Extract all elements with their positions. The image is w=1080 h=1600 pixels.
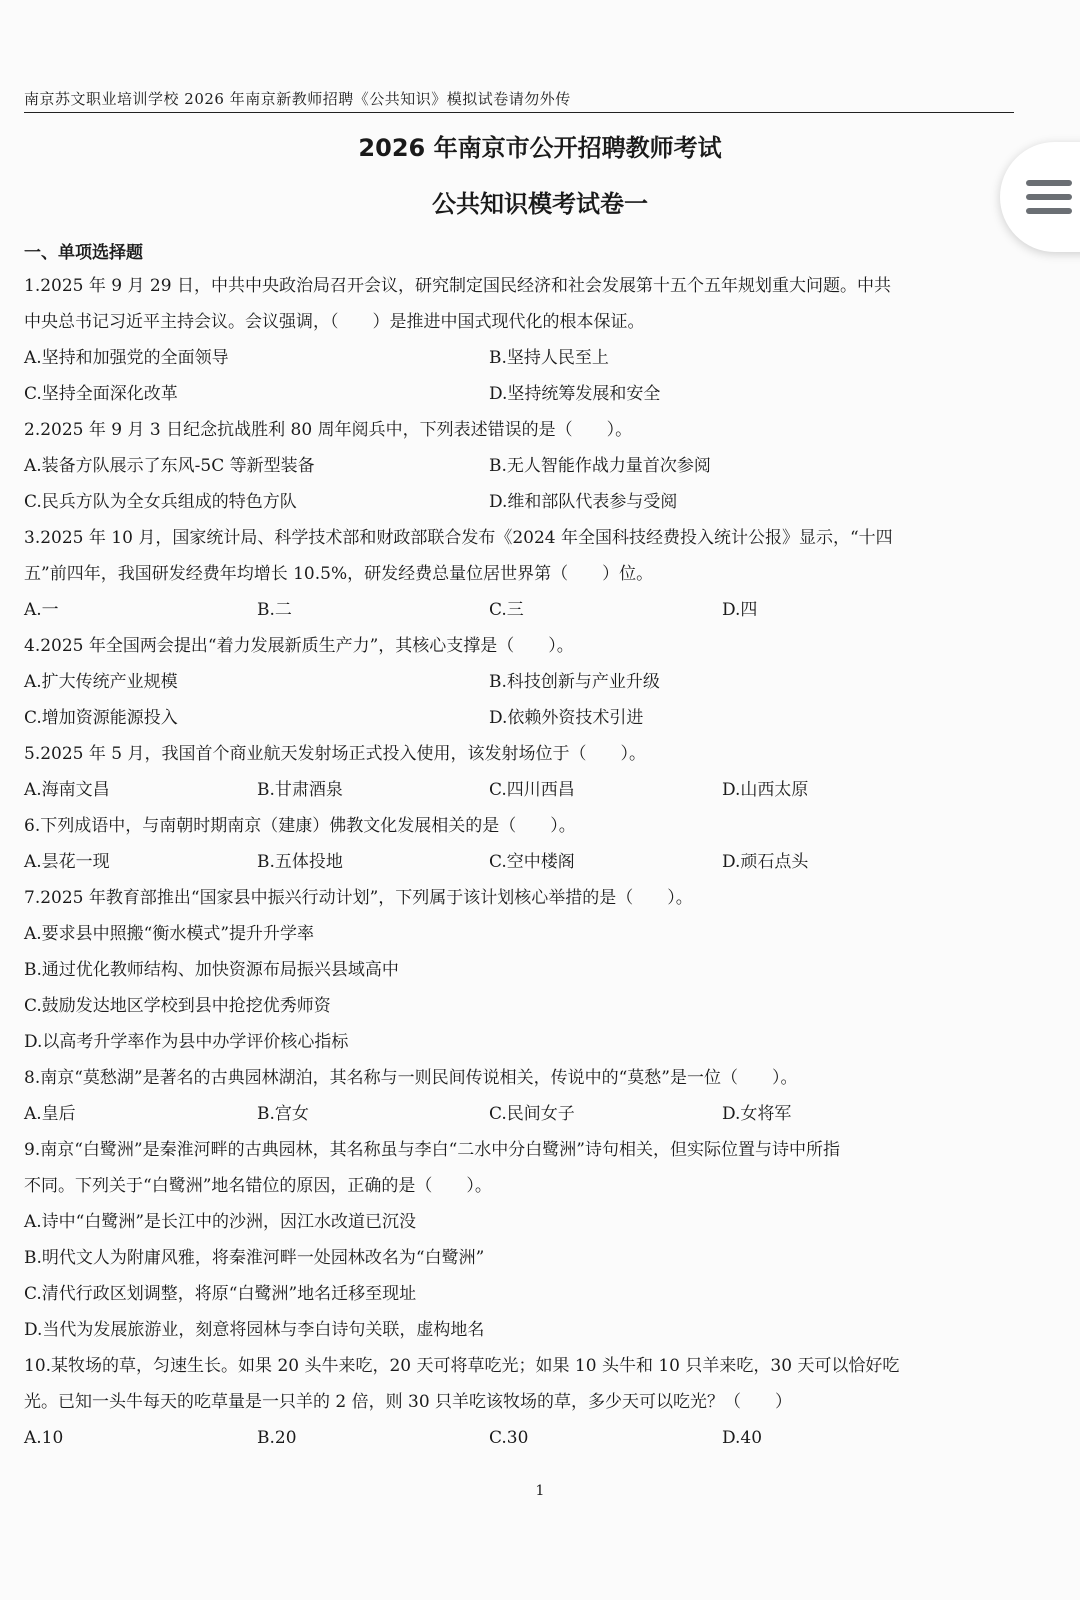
question-7-text-line: 7.2025 年教育部推出“国家县中振兴行动计划”，下列属于该计划核心举措的是（ ）。 [24,888,693,908]
question-6-option-b: B.五体投地 [257,852,343,872]
question-2-option-d: D.维和部队代表参与受阅 [489,492,678,512]
question-1-option-d: D.坚持统筹发展和安全 [489,384,661,404]
question-7-option-d: D.以高考升学率作为县中办学评价核心指标 [24,1032,349,1052]
header-divider [24,112,1014,113]
question-2-option-a: A.装备方队展示了东风-5C 等新型装备 [24,456,315,476]
question-9-option-c: C.清代行政区划调整，将原“白鹭洲”地名迁移至现址 [24,1284,417,1304]
question-9-option-a: A.诗中“白鹭洲”是长江中的沙洲，因江水改道已沉没 [24,1212,417,1232]
question-4-option-d: D.依赖外资技术引进 [489,708,644,728]
question-3-text-line: 3.2025 年 10 月，国家统计局、科学技术部和财政部联合发布《2024 年全国科技经费投入统计公报》显示，“十四 [24,528,893,548]
question-7-option-c: C.鼓励发达地区学校到县中抢挖优秀师资 [24,996,331,1016]
section-heading: 一、单项选择题 [24,243,143,263]
question-4-option-a: A.扩大传统产业规模 [24,672,178,692]
question-3-option-d: D.四 [722,600,758,620]
question-10-option-a: A.10 [24,1428,64,1448]
question-3-text-line: 五”前四年，我国研发经费年均增长 10.5%，研发经费总量位居世界第（ ）位。 [24,564,654,584]
question-6-option-d: D.顽石点头 [722,852,809,872]
question-5-option-d: D.山西太原 [722,780,809,800]
question-10-text-line: 光。已知一头牛每天的吃草量是一只羊的 2 倍，则 30 只羊吃该牧场的草，多少天可以吃光？（ ） [24,1392,793,1412]
question-8-option-d: D.女将军 [722,1104,792,1124]
question-9-text-line: 不同。下列关于“白鹭洲”地名错位的原因，正确的是（ ）。 [24,1176,492,1196]
question-7-option-b: B.通过优化教师结构、加快资源布局振兴县域高中 [24,960,399,980]
question-5-option-a: A.海南文昌 [24,780,110,800]
question-6-text-line: 6.下列成语中，与南朝时期南京（建康）佛教文化发展相关的是（ ）。 [24,816,576,836]
question-8-text-line: 8.南京“莫愁湖”是著名的古典园林湖泊，其名称与一则民间传说相关，传说中的“莫愁”是一位（ ）。 [24,1068,798,1088]
question-1-text-line: 中央总书记习近平主持会议。会议强调，（ ）是推进中国式现代化的根本保证。 [24,312,645,332]
question-5-option-c: C.四川西昌 [489,780,575,800]
question-10-text-line: 10.某牧场的草，匀速生长。如果 20 头牛来吃，20 天可将草吃光；如果 10 头牛和 10 只羊来吃，30 天可以恰好吃 [24,1356,900,1376]
question-8-option-c: C.民间女子 [489,1104,575,1124]
question-4-option-c: C.增加资源能源投入 [24,708,178,728]
question-4-text-line: 4.2025 年全国两会提出“着力发展新质生产力”，其核心支撑是（ ）。 [24,636,574,656]
question-3-option-a: A.一 [24,600,59,620]
question-5-text-line: 5.2025 年 5 月，我国首个商业航天发射场正式投入使用，该发射场位于（ ）。 [24,744,647,764]
page-number: 1 [535,1483,545,1499]
question-8-option-a: A.皇后 [24,1104,76,1124]
exam-subtitle: 公共知识模考试卷一 [432,190,648,218]
question-1-text-line: 1.2025 年 9 月 29 日，中共中央政治局召开会议，研究制定国民经济和社会发展第十五个五年规划重大问题。中共 [24,276,891,296]
question-9-option-b: B.明代文人为附庸风雅，将秦淮河畔一处园林改名为“白鹭洲” [24,1248,485,1268]
question-7-option-a: A.要求县中照搬“衡水模式”提升升学率 [24,924,315,944]
exam-title: 2026 年南京市公开招聘教师考试 [358,134,722,162]
question-10-option-c: C.30 [489,1428,529,1448]
question-5-option-b: B.甘肃酒泉 [257,780,343,800]
question-10-option-b: B.20 [257,1428,297,1448]
question-8-option-b: B.宫女 [257,1104,309,1124]
question-9-text-line: 9.南京“白鹭洲”是秦淮河畔的古典园林，其名称虽与李白“二水中分白鹭洲”诗句相关，但实际位置与诗中所指 [24,1140,840,1160]
question-2-option-b: B.无人智能作战力量首次参阅 [489,456,711,476]
question-1-option-b: B.坚持人民至上 [489,348,609,368]
question-6-option-c: C.空中楼阁 [489,852,575,872]
question-2-text-line: 2.2025 年 9 月 3 日纪念抗战胜利 80 周年阅兵中，下列表述错误的是（ ）。 [24,420,633,440]
question-3-option-c: C.三 [489,600,524,620]
question-10-option-d: D.40 [722,1428,763,1448]
question-1-option-c: C.坚持全面深化改革 [24,384,178,404]
question-2-option-c: C.民兵方队为全女兵组成的特色方队 [24,492,297,512]
question-9-option-d: D.当代为发展旅游业，刻意将园林与李白诗句关联，虚构地名 [24,1320,485,1340]
page-header: 南京苏文职业培训学校 2026 年南京新教师招聘《公共知识》模拟试卷请勿外传 [24,90,571,108]
question-6-option-a: A.昙花一现 [24,852,110,872]
question-4-option-b: B.科技创新与产业升级 [489,672,660,692]
question-1-option-a: A.坚持和加强党的全面领导 [24,348,229,368]
question-3-option-b: B.二 [257,600,292,620]
